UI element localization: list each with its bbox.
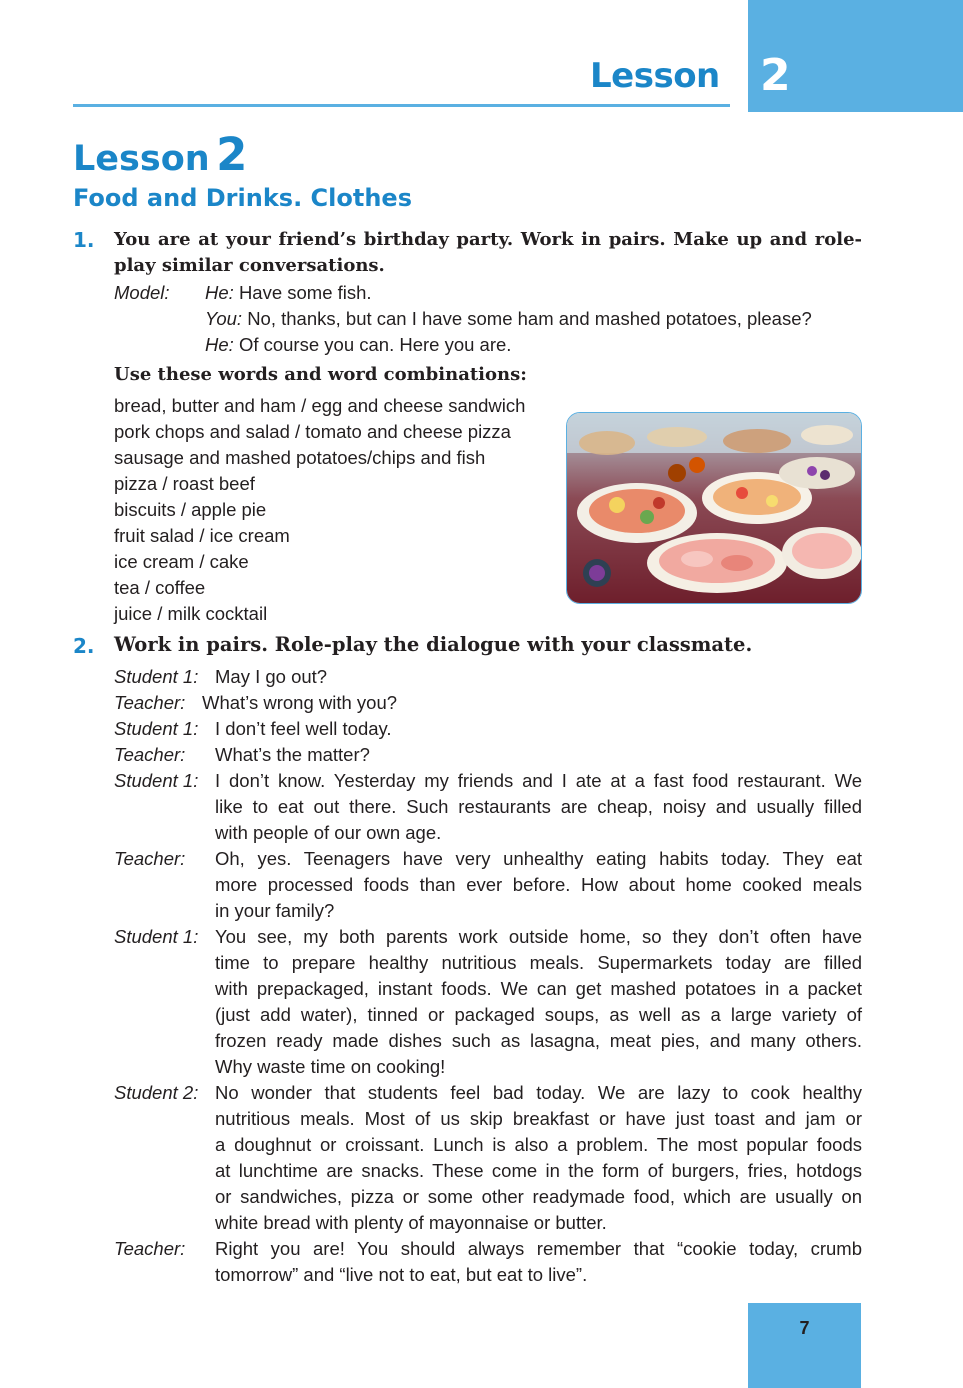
model-text: No, thanks, but can I have some ham and mashed potatoes, please?: [247, 308, 812, 329]
word-item: juice / milk cocktail: [114, 603, 268, 624]
dialogue-line: Oh, yes. Teenagers have very unhealthy eating habits today. They eat: [215, 848, 862, 869]
dialogue-text: [215, 1236, 862, 1288]
footer-tab: [748, 1303, 861, 1388]
model-line: [205, 332, 511, 358]
dialogue-text: [215, 768, 862, 846]
dialogue-speaker: Teacher:: [114, 692, 186, 713]
exercise-1-number: 1.: [73, 228, 95, 252]
dialogue-line: Why waste time on cooking!: [215, 1056, 446, 1077]
dialogue-line: I don’t feel well today.: [215, 718, 392, 739]
dialogue-line: tomorrow” and “live not to eat, but eat to live”.: [215, 1264, 588, 1285]
dialogue-line: a doughnut or croissant. Lunch is also a problem. The most popular foods: [215, 1134, 862, 1155]
word-item: bread, butter and ham / egg and cheese sandwich: [114, 395, 526, 416]
words-heading: Use these words and word combinations:: [114, 364, 527, 385]
exercise-2-number: 2.: [73, 634, 95, 658]
dialogue-text: [215, 1080, 862, 1236]
dialogue-text: [215, 924, 862, 1080]
dialogue-speaker: Teacher:: [114, 848, 186, 869]
word-item: tea / coffee: [114, 577, 206, 598]
title-word: Lesson: [73, 139, 210, 179]
word-item: biscuits / apple pie: [114, 499, 267, 520]
word-item: pizza / roast beef: [114, 473, 255, 494]
dialogue-line: at lunchtime are snacks. These come in the form of burgers, fries, hotdogs: [215, 1160, 862, 1181]
title-number: 2: [216, 128, 248, 181]
dialogue-line: with people of our own age.: [215, 822, 442, 843]
model-speaker: He:: [205, 282, 234, 303]
exercise-1-instruction-line: play similar conversations.: [114, 255, 385, 276]
dialogue-line: No wonder that students feel bad today. We are lazy to cook healthy: [215, 1082, 862, 1103]
model-line: [205, 306, 812, 332]
dialogue-line: time to prepare healthy nutritious meals. Supermarkets today are filled: [215, 952, 862, 973]
exercise-1-instruction: [114, 227, 862, 279]
model-text: Of course you can. Here you are.: [238, 334, 512, 355]
dialogue-speaker: Teacher:: [114, 1238, 186, 1259]
page-title: [73, 128, 247, 181]
dialogue-line: nutritious meals. Most of us skip breakfast or have just toast and jam or: [215, 1108, 862, 1129]
model-dialogue: [114, 280, 862, 360]
exercise-1-instruction-line: You are at your friend’s birthday party. Work in pairs. Make up and role-: [114, 229, 862, 250]
dialogue-line: May I go out?: [215, 666, 328, 687]
dialogue-line: What’s the matter?: [215, 744, 370, 765]
dialogue-text: [215, 716, 862, 742]
header-lesson-word: Lesson: [590, 56, 720, 96]
dialogue-speaker: Student 1:: [114, 666, 199, 687]
dialogue-text: [215, 664, 862, 690]
dialogue-text: [215, 846, 862, 924]
model-speaker: You:: [205, 308, 243, 329]
word-item: sausage and mashed potatoes/chips and fish: [114, 447, 486, 468]
dialogue-text: [215, 742, 862, 768]
dialogue-line: What’s wrong with you?: [202, 692, 398, 713]
word-item: pork chops and salad / tomato and cheese pizza: [114, 421, 511, 442]
dialogue-line: with prepackaged, instant foods. We can get mashed potatoes in a packet: [215, 978, 862, 999]
dialogue-line: I don’t know. Yesterday my friends and I ate at a fast food restaurant. We: [215, 770, 862, 791]
model-speaker: He:: [205, 334, 234, 355]
dialogue-speaker: Teacher:: [114, 744, 186, 765]
dialogue-line: in your family?: [215, 900, 335, 921]
dialogue-line: (just add water), tinned or packaged soups, as well as a large variety of: [215, 1004, 862, 1025]
dialogue-line: You see, my both parents work outside home, so they don’t often have: [215, 926, 862, 947]
dialogue-line: Right you are! You should always remember that “cookie today, crumb: [215, 1238, 862, 1259]
dialogue-speaker: Student 1:: [114, 718, 199, 739]
dialogue-line: white bread with plenty of mayonnaise or butter.: [215, 1212, 607, 1233]
page-subtitle: Food and Drinks. Clothes: [73, 184, 412, 212]
dialogue-speaker: Student 1:: [114, 926, 199, 947]
dialogue-speaker: Student 1:: [114, 770, 199, 791]
model-label: Model:: [114, 282, 170, 303]
dialogue-speaker: Student 2:: [114, 1082, 199, 1103]
food-buffet-photo: [566, 412, 862, 604]
word-item: fruit salad / ice cream: [114, 525, 290, 546]
dialogue-line: more processed foods than ever before. How about home cooked meals: [215, 874, 862, 895]
model-line: [205, 280, 372, 306]
exercise-2-instruction: Work in pairs. Role-play the dialogue with your classmate.: [114, 633, 753, 656]
model-text: Have some fish.: [238, 282, 372, 303]
dialogue-line: like to eat out there. Such restaurants are cheap, noisy and usually filled: [215, 796, 862, 817]
header-rule: [73, 104, 730, 107]
dialogue-line: frozen ready made dishes such as lasagna, meat pies, and many others.: [215, 1030, 862, 1051]
word-item: ice cream / cake: [114, 551, 249, 572]
page-number: 7: [799, 1318, 810, 1338]
dialogue-text: [202, 690, 849, 716]
dialogue-line: or sandwiches, pizza or some other readymade food, which are usually on: [215, 1186, 862, 1207]
header-lesson-number: 2: [760, 50, 791, 101]
